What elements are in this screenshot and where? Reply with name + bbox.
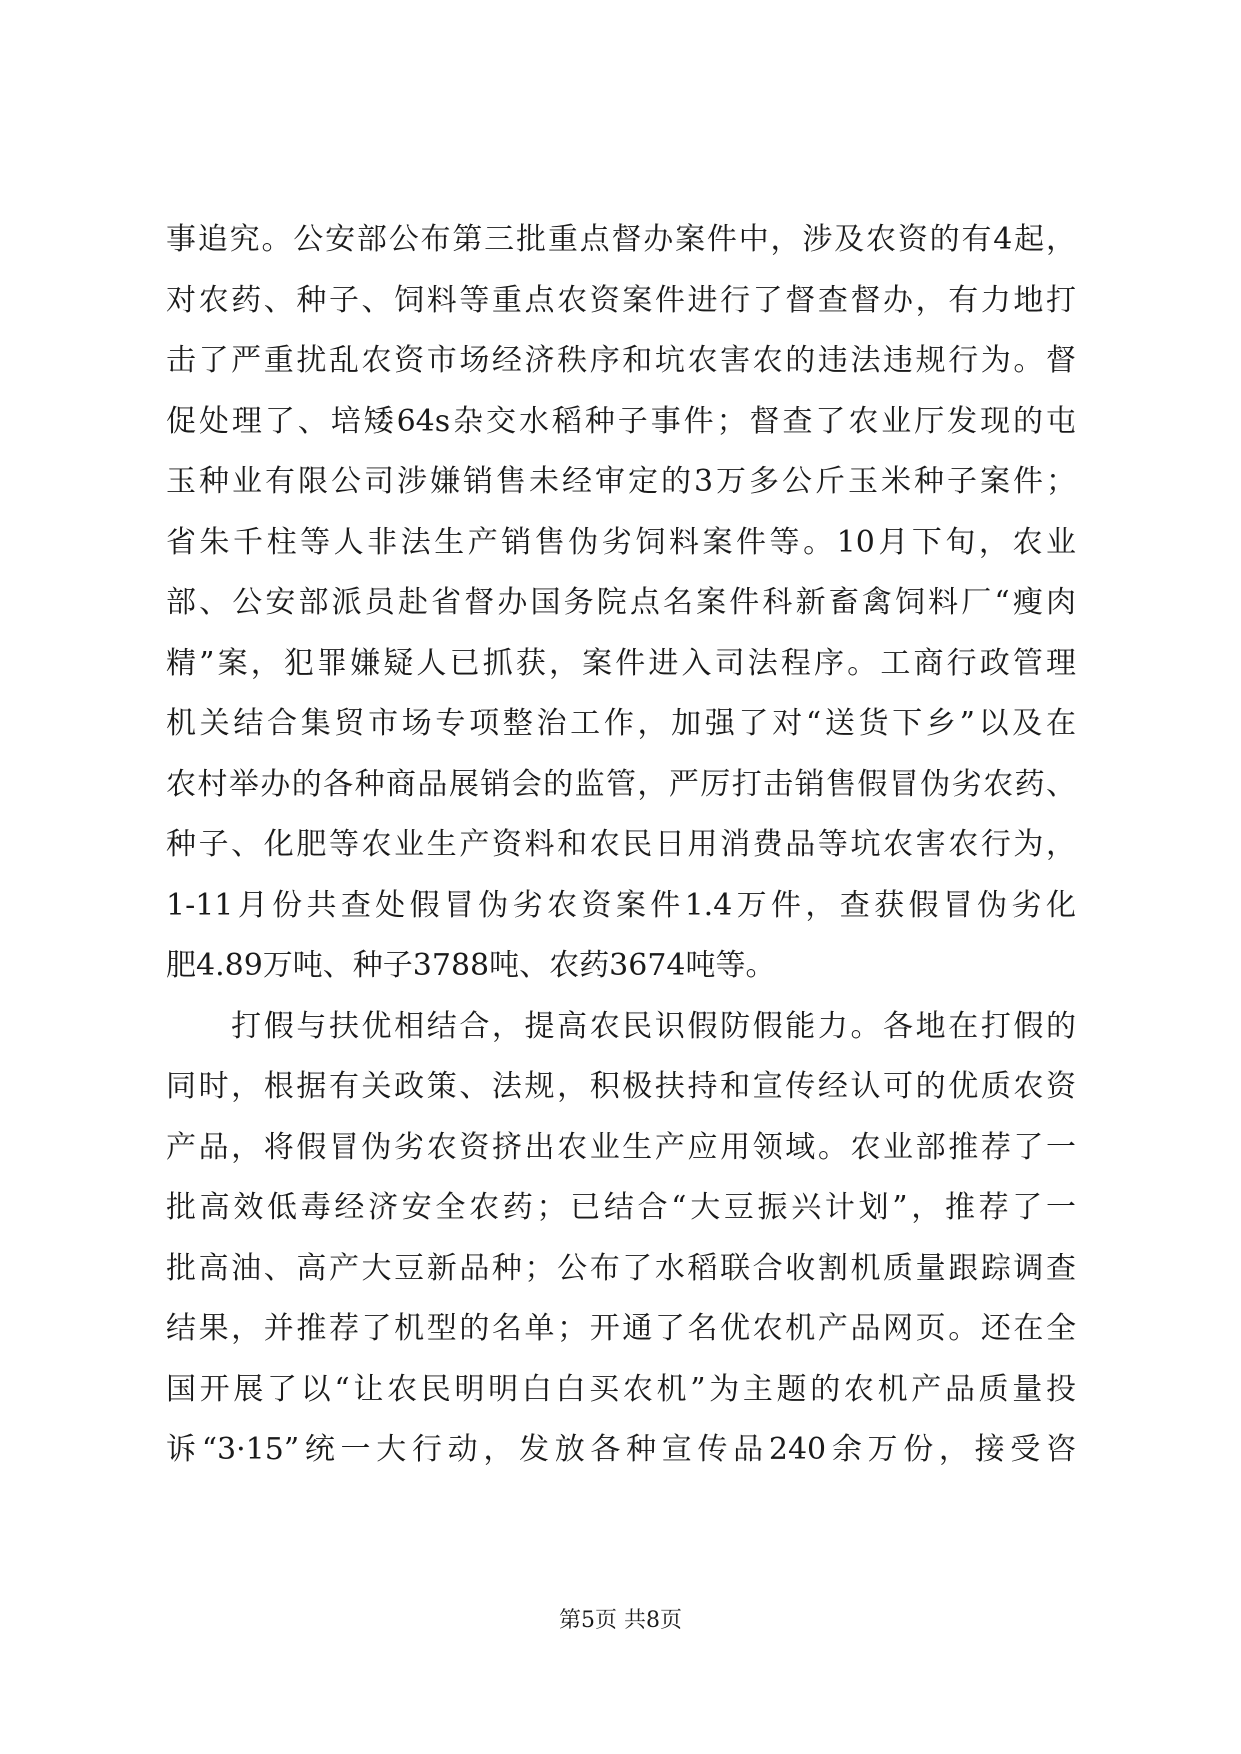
text-line: 批高油、高产大豆新品种；公布了水稻联合收割机质量跟踪调查 [166,1250,1076,1286]
text-line: 农村举办的各种商品展销会的监管，严厉打击销售假冒伪劣农药、 [166,766,1076,802]
text-line: 1-11月份共查处假冒伪劣农资案件1.4万件，查获假冒伪劣化 [166,887,1076,923]
text-line: 玉种业有限公司涉嫌销售未经审定的3万多公斤玉米种子案件； [166,464,1076,499]
text-line: 击了严重扰乱农资市场经济秩序和坑农害农的违法违规行为。督 [166,343,1076,378]
text-line: 结果，并推荐了机型的名单；开通了名优农机产品网页。还在全 [166,1311,1076,1346]
text-line: 打假与扶优相结合，提高农民识假防假能力。各地在打假的 [166,1008,1076,1044]
text-line: 肥4.89万吨、种子3788吨、农药3674吨等。 [166,948,776,983]
text-line: 国开展了以“让农民明明白白买农机”为主题的农机产品质量投 [166,1371,1076,1407]
text-line: 事追究。公安部公布第三批重点督办案件中，涉及农资的有4起， [166,222,1076,257]
text-line: 部、公安部派员赴省督办国务院点名案件科新畜禽饲料厂“瘦肉 [166,585,1076,620]
text-line: 对农药、种子、饲料等重点农资案件进行了督查督办，有力地打 [166,282,1076,318]
text-line: 机关结合集贸市场专项整治工作，加强了对“送货下乡”以及在 [166,706,1076,741]
page-number: 第5页 共8页 [559,1608,682,1633]
body-text [166,210,1076,1481]
text-line: 批高效低毒经济安全农药；已结合“大豆振兴计划”，推荐了一 [166,1190,1076,1225]
text-line: 产品，将假冒伪劣农资挤出农业生产应用领域。农业部推荐了一 [166,1129,1076,1165]
text-line: 省朱千柱等人非法生产销售伪劣饲料案件等。10月下旬，农业 [166,524,1076,560]
text-line: 精”案，犯罪嫌疑人已抓获，案件进入司法程序。工商行政管理 [166,645,1076,681]
text-line: 促处理了、培矮64s杂交水稻种子事件；督查了农业厅发现的屯 [166,403,1076,439]
text-line: 诉“3·15”统一大行动，发放各种宣传品240余万份，接受咨 [166,1432,1076,1467]
text-line: 同时，根据有关政策、法规，积极扶持和宣传经认可的优质农资 [166,1069,1076,1104]
text-line: 种子、化肥等农业生产资料和农民日用消费品等坑农害农行为， [166,827,1076,862]
page-footer [0,1606,1241,1636]
